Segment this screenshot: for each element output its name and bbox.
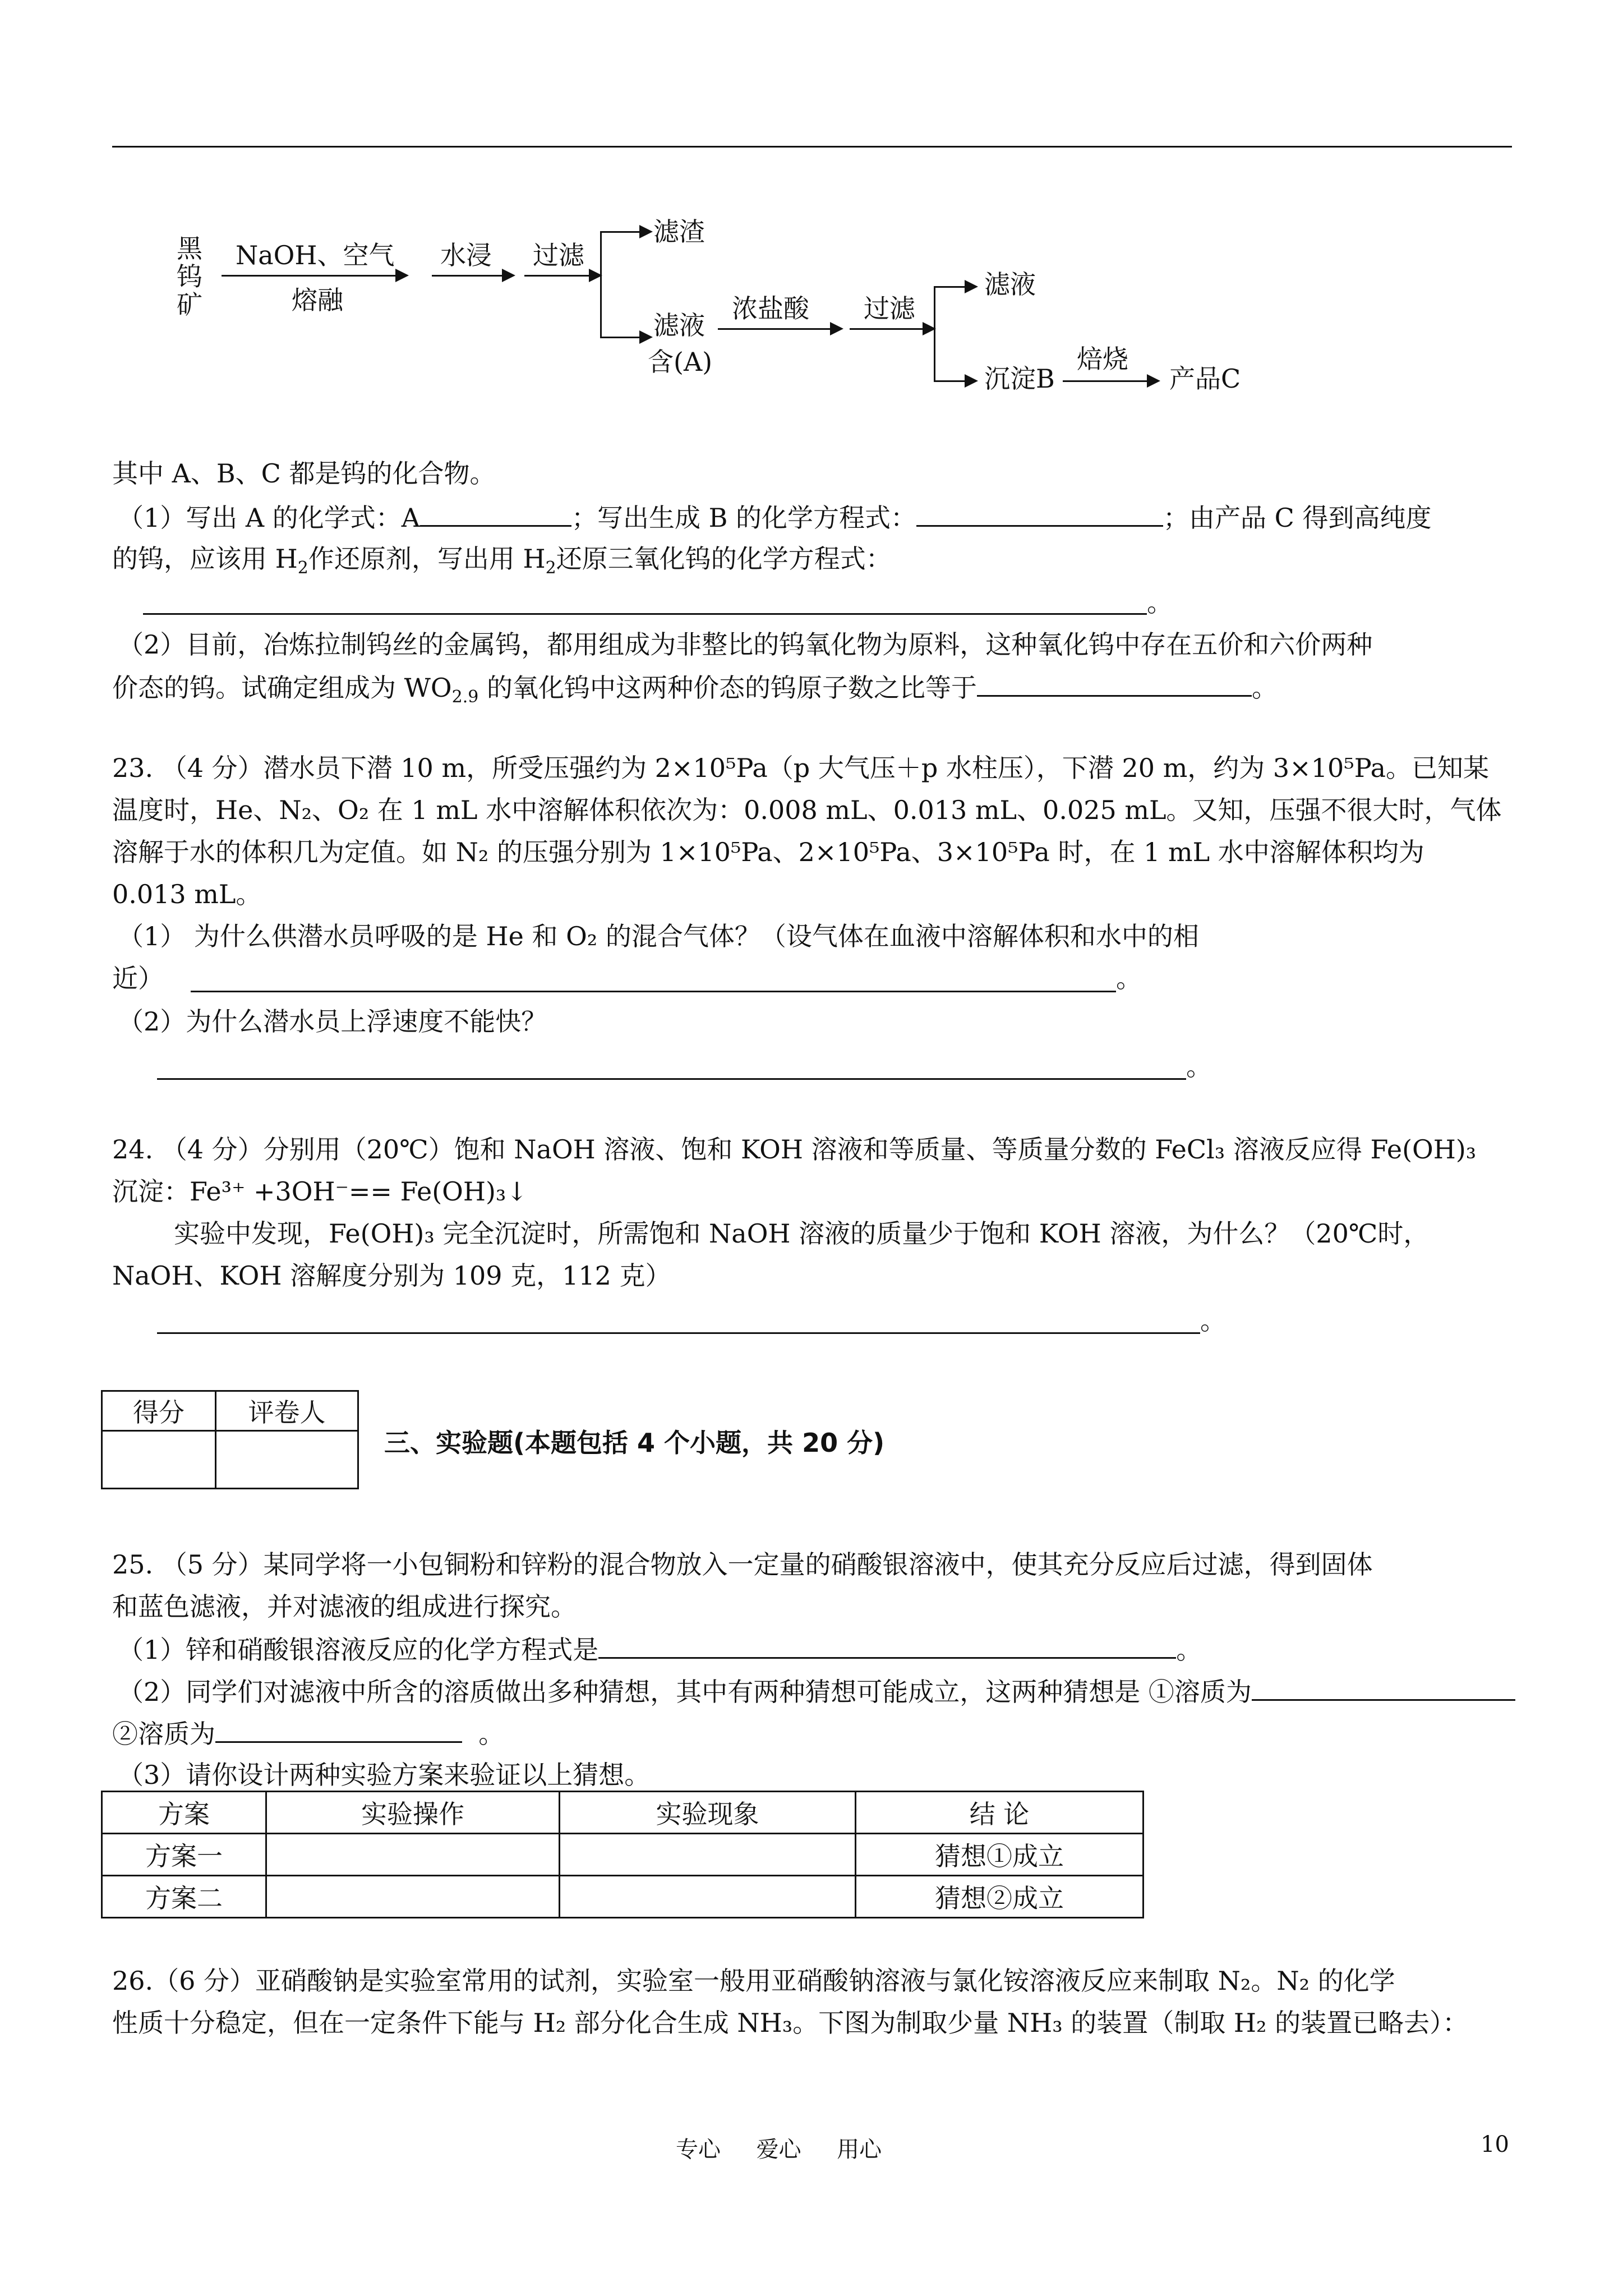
q23-line2: 温度时，He、N₂、O₂ 在 1 mL 水中溶解体积依次为：0.008 mL、0.013 mL、0.025 mL。又知，压强不很大时，气体 — [112, 795, 1502, 825]
header-plan: 方案 — [102, 1792, 266, 1834]
flow-precipitate-b: 沉淀B — [984, 364, 1055, 394]
q22-blank-ratio[interactable] — [977, 670, 1252, 697]
flow-filtrate-a: 滤液 — [653, 310, 705, 341]
score-cell[interactable] — [102, 1431, 216, 1489]
q24-blank[interactable] — [157, 1332, 1200, 1334]
q23-line3: 溶解于水的体积几为定值。如 N₂ 的压强分别为 1×10⁵Pa、2×10⁵Pa、3×10⁵Pa 时，在 1 mL 水中溶解体积均为 — [112, 837, 1424, 867]
flow-arrow-6 — [1063, 380, 1158, 382]
flow-start-3: 矿 — [177, 289, 202, 320]
row2-operation[interactable] — [266, 1876, 560, 1918]
flow-arrow-to-precipitate — [934, 380, 976, 382]
q22-blank-reduction-equation[interactable] — [143, 613, 1147, 615]
table-row — [102, 1834, 1144, 1876]
flow-step-water: 水浸 — [440, 240, 492, 270]
row1-phenomenon[interactable] — [560, 1834, 856, 1876]
row2-conclusion: 猜想②成立 — [856, 1876, 1144, 1918]
q25-line6: （3）请你设计两种实验方案来验证以上猜想。 — [118, 1760, 651, 1790]
q23-line5: （1） 为什么供潜水员呼吸的是 He 和 O₂ 的混合气体？（设气体在血液中溶解体积和水中的相 — [118, 921, 1199, 951]
plan-table — [101, 1791, 1144, 1918]
q23-period-2: 。 — [1186, 1051, 1212, 1082]
page-number: 10 — [1481, 2132, 1509, 2157]
flow-arrow-2 — [432, 275, 513, 277]
flow-arrow4-top: 浓盐酸 — [732, 293, 809, 324]
q23-line6: 近） — [112, 963, 164, 993]
q25-line1: 25. （5 分）某同学将一小包铜粉和锌粉的混合物放入一定量的硝酸银溶液中，使其充分反应后过滤，得到固体 — [112, 1549, 1373, 1580]
q24-line3: 实验中发现，Fe(OH)₃ 完全沉淀时，所需饱和 NaOH 溶液的质量少于饱和 KOH 溶液，为什么？（20℃时， — [174, 1218, 1430, 1249]
header-rule — [112, 146, 1512, 148]
q22-blank-b-equation[interactable] — [916, 500, 1163, 527]
flow-product-c: 产品C — [1169, 364, 1241, 394]
row2-phenomenon[interactable] — [560, 1876, 856, 1918]
flow-arrow1-bottom: 熔融 — [292, 285, 343, 315]
flow-start-2: 钨 — [177, 261, 202, 292]
q24-line1: 24. （4 分）分别用（20℃）饱和 NaOH 溶液、饱和 KOH 溶液和等质量、等质量分数的 FeCl₃ 溶液反应得 Fe(OH)₃ — [112, 1134, 1477, 1165]
row2-plan: 方案二 — [102, 1876, 266, 1918]
row1-conclusion: 猜想①成立 — [856, 1834, 1144, 1876]
q24-period: 。 — [1200, 1305, 1226, 1336]
flow-arrow-1 — [222, 275, 407, 277]
flow-arrow-to-filtrate — [600, 337, 651, 338]
table-row — [102, 1876, 1144, 1918]
table-header-row — [102, 1792, 1144, 1834]
q25-blank-equation[interactable] — [598, 1632, 1176, 1659]
q23-period-1: 。 — [1116, 963, 1142, 993]
q23-line7: （2）为什么潜水员上浮速度不能快？ — [118, 1006, 547, 1037]
flow-branch-line-1 — [600, 231, 602, 338]
q22-part1-line1: （1）写出 A 的化学式：A ；写出生成 B 的化学方程式： ；由产品 C 得到高纯度 — [118, 500, 1431, 534]
q25-line2: 和蓝色滤液，并对滤液的组成进行探究。 — [112, 1591, 577, 1622]
flow-filtrate-2: 滤液 — [984, 269, 1036, 300]
score-box — [101, 1390, 359, 1489]
q25-line4: （2）同学们对滤液中所含的溶质做出多种猜想，其中有两种猜想可能成立，这两种猜想是 ①溶质为 — [118, 1674, 1515, 1708]
q22-part1-line2: 的钨，应该用 $H_2$作还原剂，写出用 $H_2$还原三氧化钨的化学方程式： — [112, 544, 892, 578]
section3-title: 三、实验题(本题包括 4 个小题，共 20 分) — [384, 1428, 885, 1458]
q25-blank-solute-1[interactable] — [1252, 1674, 1515, 1701]
grader-label: 评卷人 — [216, 1391, 358, 1431]
q23-line4: 0.013 mL。 — [112, 879, 262, 909]
q26-line1: 26.（6 分）亚硝酸钠是实验室常用的试剂，实验室一般用亚硝酸钠溶液与氯化铵溶液反应来制取 N₂。N₂ 的化学 — [112, 1966, 1395, 1996]
q24-line2: 沉淀：Fe³⁺ +3OH⁻== Fe(OH)₃↓ — [112, 1176, 528, 1207]
flow-arrow-to-residue — [600, 231, 651, 233]
grader-cell[interactable] — [216, 1431, 358, 1489]
flow-residue: 滤渣 — [653, 217, 705, 247]
flow-arrow1-top: NaOH、空气 — [236, 240, 395, 270]
q26-line2: 性质十分稳定，但在一定条件下能与 H₂ 部分化合生成 NH₃。下图为制取少量 NH₃ 的装置（制取 H₂ 的装置已略去）： — [112, 2008, 1469, 2038]
row1-plan: 方案一 — [102, 1834, 266, 1876]
q23-blank-2[interactable] — [157, 1078, 1186, 1080]
flow-step-filter-2: 过滤 — [864, 293, 915, 324]
flow-arrow-3 — [524, 275, 600, 277]
footer-motto: 专心 爱心 用心 — [676, 2137, 882, 2162]
q23-line1: 23. （4 分）潜水员下潜 10 m，所受压强约为 2×10⁵Pa（p 大气压＋p 水柱压），下潜 20 m，约为 3×10⁵Pa。已知某 — [112, 753, 1490, 783]
q22-blank-a[interactable] — [420, 500, 571, 527]
q24-line4: NaOH、KOH 溶解度分别为 109 克，112 克） — [112, 1260, 671, 1291]
q22-part2-line1: （2）目前，冶炼拉制钨丝的金属钨，都用组成为非整比的钨氧化物为原料，这种氧化钨中存在五价和六价两种 — [118, 629, 1373, 660]
flow-start-1: 黑 — [177, 233, 202, 264]
q22-intro: 其中 A、B、C 都是钨的化合物。 — [112, 458, 496, 489]
flow-arrow-4 — [718, 328, 841, 330]
q23-blank-1[interactable] — [191, 991, 1116, 992]
q25-blank-solute-2[interactable] — [215, 1717, 462, 1743]
flow-branch-line-2 — [934, 286, 935, 381]
flow-step-filter: 过滤 — [533, 240, 584, 270]
header-conclusion: 结 论 — [856, 1792, 1144, 1834]
row1-operation[interactable] — [266, 1834, 560, 1876]
q22-part2-line2: 价态的钨。试确定组成为 $WO_{2.9}$ 的氧化钨中这两种价态的钨原子数之比等于 。 — [112, 670, 1278, 714]
header-operation: 实验操作 — [266, 1792, 560, 1834]
score-label: 得分 — [102, 1391, 216, 1431]
flow-arrow-to-filtrate-2 — [934, 286, 976, 288]
flow-arrow6-top: 焙烧 — [1077, 344, 1128, 374]
q25-line3: （1）锌和硝酸银溶液反应的化学方程式是 。 — [118, 1632, 1202, 1666]
flow-filtrate-a-label: 含(A) — [648, 347, 713, 377]
flow-arrow-5 — [850, 328, 934, 330]
q22-period-1: 。 — [1147, 587, 1173, 618]
header-phenomenon: 实验现象 — [560, 1792, 856, 1834]
q25-line5: ②溶质为 。 — [112, 1717, 504, 1750]
